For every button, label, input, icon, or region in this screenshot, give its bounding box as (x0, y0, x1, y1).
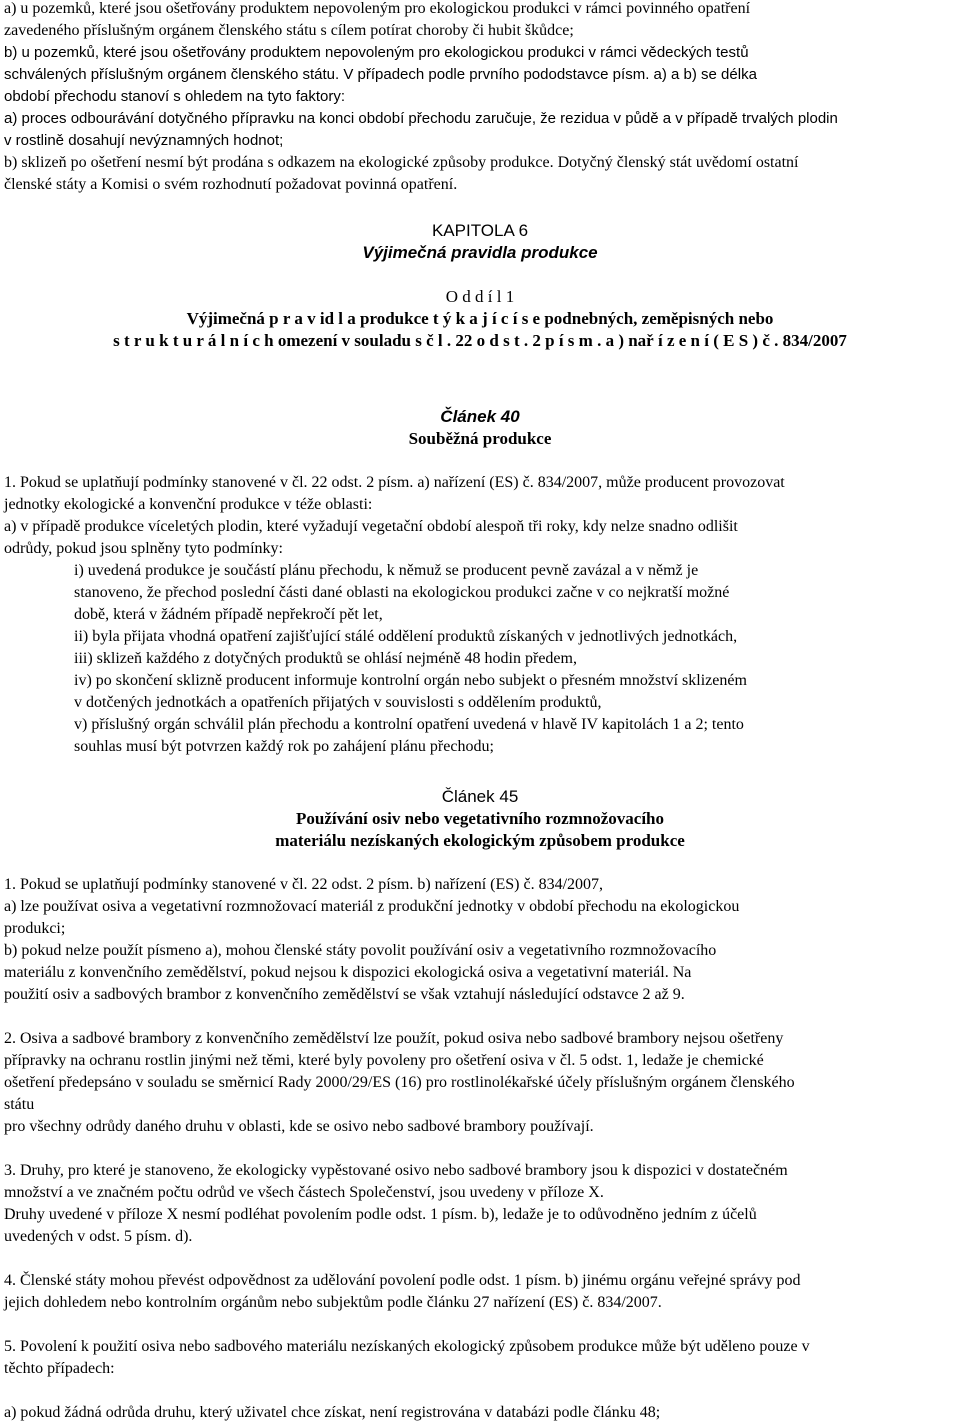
intro-line: v rostlině dosahují nevýznamných hodnot; (4, 132, 284, 149)
article-label: Článek 40 (440, 407, 520, 426)
chapter-title: Výjimečná pravidla produkce (362, 243, 598, 262)
list-item: i) uvedená produkce je součástí plánu přechodu, k němuž se producent pevně zavázal a v němž je (74, 562, 699, 579)
intro-line: schválených příslušným orgánem členského státu. V případech podle prvního pododstavce písm. a) a b) se délka (4, 66, 757, 83)
list-item: iv) po skončení sklizně producent informuje kontrolní orgán nebo subjekt o přesném množství sklizeném (74, 672, 747, 689)
paragraph-line: 4. Členské státy mohou převést odpovědnost za udělování povolení podle odst. 1 písm. b) jinému orgánu veřejné správy pod (4, 1272, 801, 1289)
paragraph-line: státu (4, 1096, 35, 1113)
intro-line: b) u pozemků, které jsou ošetřovány produktem nepovoleným pro ekologickou produkci v rámci vědeckých testů (4, 44, 749, 61)
paragraph-line: uvedených v odst. 5 písm. d). (4, 1228, 193, 1245)
paragraph-line: Druhy uvedené v příloze X nesmí podléhat povolením podle odst. 1 písm. b), ledaže je to odůvodněno jedním z účelů (4, 1206, 757, 1223)
list-item: době, která v žádném případě nepřekročí pět let, (74, 606, 383, 623)
paragraph-line: použití osiv a sadbových brambor z konvenčního zemědělství se však vztahují následující odstavce 2 až 9. (4, 986, 685, 1003)
intro-line: a) u pozemků, které jsou ošetřovány produktem nepovoleným pro ekologickou produkci v rámci povinného opatření (4, 0, 751, 17)
intro-line: a) proces odbourávání dotyčného přípravku na konci období přechodu zaručuje, že rezidua v půdě a v případě trvalých plodin (4, 110, 838, 127)
article-label: Článek 45 (441, 787, 519, 806)
intro-line: zavedeného příslušným orgánem členského státu s cílem potírat choroby či hubit škůdce; (4, 22, 574, 39)
paragraph-line: 3. Druhy, pro které je stanoveno, že ekologicky vypěstované osivo nebo sadbové brambory jsou k dispozici v dostatečném (4, 1162, 788, 1179)
paragraph-line: těchto případech: (4, 1360, 115, 1377)
list-item: souhlas musí být potvrzen každý rok po zahájení plánu přechodu; (74, 738, 494, 755)
chapter-label: KAPITOLA 6 (431, 221, 529, 240)
section-title: Výjimečná p r a v id l a produkce t ý k a j í c í s e podnebných, zeměpisných nebo (186, 309, 774, 328)
paragraph-line: přípravky na ochranu rostlin jinými než těmi, které byly povoleny pro ošetření osiva v čl. 5 odst. 1, ledaže je chemické (4, 1052, 764, 1069)
section-title: s t r u k t u r á l n í c h omezení v souladu s č l . 22 o d s t . 2 p í s m . a ) nař í z e n í ( E S ) č . 834/2007 (113, 331, 847, 350)
paragraph-line: b) pokud nelze použít písmeno a), mohou členské státy povolit používání osiv a vegetativního rozmnožovacího (4, 942, 717, 959)
intro-line: b) sklizeň po ošetření nesmí být prodána s odkazem na ekologické způsoby produkce. Dotyčný členský stát uvědomí ostatní (4, 154, 799, 171)
paragraph-line: jejich dohledem nebo kontrolním orgánům nebo subjektům podle článku 27 nařízení (ES) č. 834/2007. (4, 1294, 662, 1311)
paragraph-line: 2. Osiva a sadbové brambory z konvenčního zemědělství lze použít, pokud osiva nebo sadbové brambory nejsou ošetřeny (4, 1030, 784, 1047)
article-title: Souběžná produkce (408, 429, 552, 448)
paragraph-line: množství a ve značném počtu odrůd ve všech částech Společenství, jsou uvedeny v příloze X. (4, 1184, 604, 1201)
list-item: ii) byla přijata vhodná opatření zajišťující stálé oddělení produktů získaných v jednotlivých jednotkách, (74, 628, 738, 645)
paragraph-line: a) v případě produkce víceletých plodin, které vyžadují vegetační období alespoň tři roky, kdy nelze snadno odlišit (4, 518, 738, 535)
paragraph-line: 5. Povolení k použití osiva nebo sadbového materiálu nezískaných ekologický způsobem produkce může být uděleno pouze v (4, 1338, 810, 1355)
intro-line: členské státy a Komisi o svém rozhodnutí požadovat povinná opatření. (4, 176, 458, 193)
article-title: Používání osiv nebo vegetativního rozmnožovacího (295, 809, 664, 828)
paragraph-line: materiálu z konvenčního zemědělství, pokud nejsou k dispozici ekologická osiva a vegetativní materiál. Na (4, 964, 692, 981)
paragraph-line: 1. Pokud se uplatňují podmínky stanovené v čl. 22 odst. 2 písm. b) nařízení (ES) č. 834/2007, (4, 876, 604, 893)
intro-line: období přechodu stanoví s ohledem na tyto faktory: (4, 88, 346, 105)
article-title: materiálu nezískaných ekologickým způsobem produkce (275, 831, 685, 850)
paragraph-line: produkci; (4, 920, 66, 937)
list-item: iii) sklizeň každého z dotyčných produktů se ohlásí nejméně 48 hodin předem, (74, 650, 577, 667)
paragraph-line: 1. Pokud se uplatňují podmínky stanovené v čl. 22 odst. 2 písm. a) nařízení (ES) č. 834/2007, může producent provozovat (4, 474, 785, 491)
paragraph-line: a) pokud žádná odrůda druhu, který uživatel chce získat, není registrována v databázi podle článku 48; (4, 1404, 661, 1421)
paragraph-line: ošetření předepsáno v souladu se směrnicí Rady 2000/29/ES (16) pro rostlinolékařské účely příslušným orgánem členského (4, 1074, 795, 1091)
list-item: stanoveno, že přechod poslední části dané oblasti na ekologickou produkci začne v co nejkratší možné (74, 584, 730, 601)
section-label: O d d í l 1 (445, 287, 515, 306)
paragraph-line: a) lze používat osiva a vegetativní rozmnožovací materiál z produkční jednotky v období přechodu na ekologickou (4, 898, 740, 915)
paragraph-line: odrůdy, pokud jsou splněny tyto podmínky: (4, 540, 283, 557)
list-item: v) příslušný orgán schválil plán přechodu a kontrolní opatření uvedená v hlavě IV kapitolách 1 a 2; tento (74, 716, 744, 733)
paragraph-line: pro všechny odrůdy daného druhu v oblasti, kde se osivo nebo sadbové brambory používají. (4, 1118, 594, 1135)
paragraph-line: jednotky ekologické a konvenční produkce v téže oblasti: (4, 496, 373, 513)
list-item: v dotčených jednotkách a opatřeních přijatých v souvislosti s oddělením produktů, (74, 694, 602, 711)
